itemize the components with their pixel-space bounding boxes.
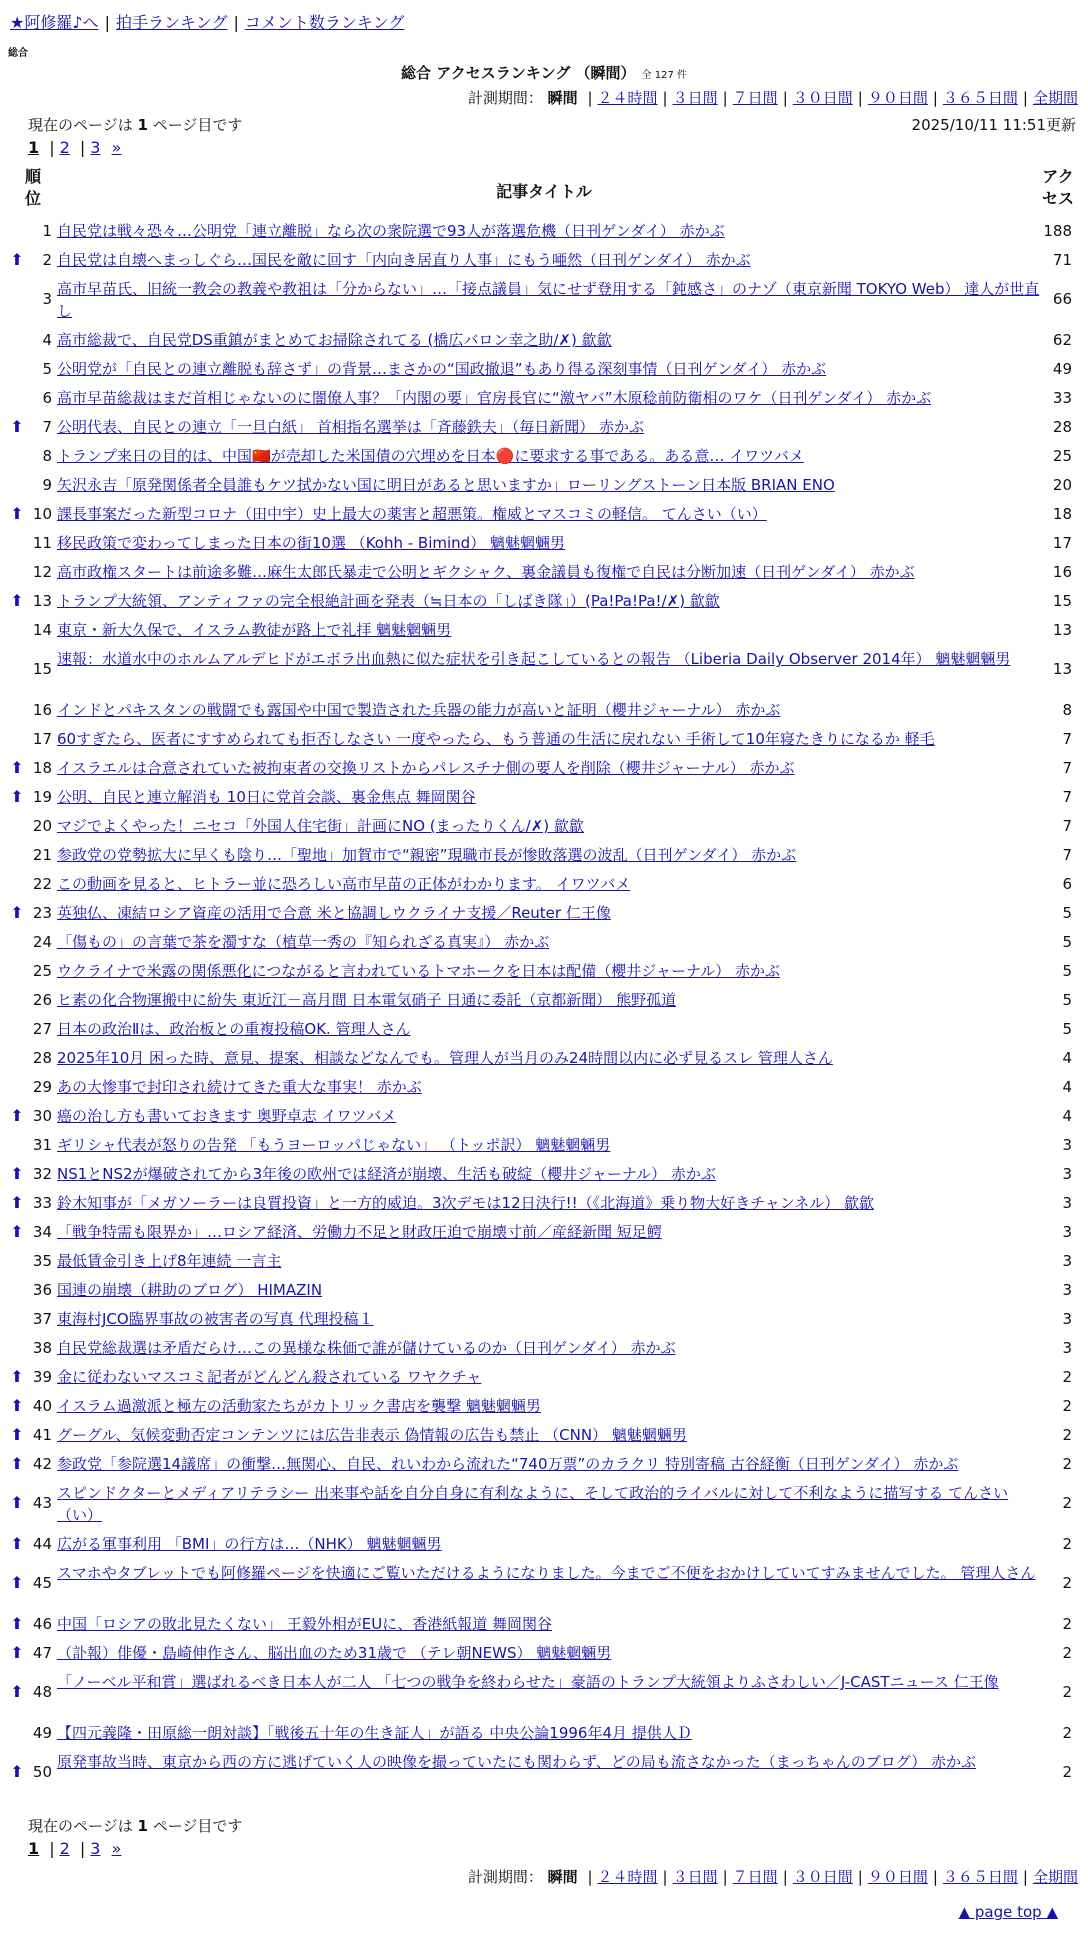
ranking-title: 総合 アクセスランキング （瞬間） bbox=[401, 64, 636, 82]
table-row bbox=[0, 356, 1088, 385]
access-count: 62 bbox=[1052, 331, 1072, 349]
rank-number: 20 bbox=[32, 817, 52, 835]
article-link[interactable]: ギリシャ代表が怒りの告発 「もうヨーロッパじゃない」 （トッポ訳） 魑魅魍魎男 bbox=[57, 1136, 611, 1154]
table-row bbox=[0, 443, 1088, 472]
table-row bbox=[0, 1248, 1088, 1277]
period-link-1[interactable]: ３日間 bbox=[672, 89, 718, 107]
table-row bbox=[0, 501, 1088, 530]
rank-number: 18 bbox=[32, 759, 52, 777]
access-count: 2 bbox=[1062, 1644, 1072, 1662]
access-count: 2 bbox=[1062, 1426, 1072, 1444]
period-current: 瞬間 bbox=[547, 89, 578, 107]
rank-number: 15 bbox=[32, 660, 52, 678]
updated-timestamp: 2025/10/11 11:51更新 bbox=[911, 116, 1076, 134]
rank-number: 46 bbox=[32, 1615, 52, 1633]
header-title: 記事タイトル bbox=[496, 182, 592, 201]
article-link[interactable]: 公明党が「自民との連立離脱も辞さず」の背景…まさかの“国政撤退”もあり得る深刻事情（日刊ゲンダイ） 赤かぶ bbox=[57, 360, 827, 378]
home-link[interactable]: ★阿修羅♪へ bbox=[10, 13, 99, 32]
access-count: 20 bbox=[1052, 476, 1072, 494]
rank-number: 13 bbox=[32, 592, 52, 610]
article-link[interactable]: ウクライナで米露の関係悪化につながると言われているトマホークを日本は配備（櫻井ジャーナル） 赤かぶ bbox=[57, 962, 780, 980]
rank-number: 29 bbox=[32, 1078, 52, 1096]
rank-number: 2 bbox=[42, 251, 52, 269]
table-row bbox=[0, 697, 1088, 726]
up-arrow-icon: ⬆ bbox=[10, 1106, 24, 1125]
pager-next[interactable]: » bbox=[111, 1839, 122, 1858]
article-link[interactable]: 日本の政治Ⅱは、政治板との重複投稿OK. 管理人さん bbox=[57, 1020, 411, 1038]
access-count: 33 bbox=[1052, 389, 1072, 407]
access-count: 4 bbox=[1062, 1049, 1072, 1067]
article-link[interactable]: 矢沢永吉「原発関係者全員誰もケツ拭かない国に明日があると思いますか」ローリングストーン日本版 BRIAN ENO bbox=[57, 476, 835, 494]
table-row bbox=[0, 958, 1088, 987]
period-link-6[interactable]: 全期間 bbox=[1032, 89, 1078, 107]
access-count: 2 bbox=[1062, 1683, 1072, 1701]
up-arrow-icon: ⬆ bbox=[10, 1643, 24, 1662]
rank-number: 6 bbox=[42, 389, 52, 407]
access-count: 3 bbox=[1062, 1165, 1072, 1183]
up-arrow-icon: ⬆ bbox=[10, 1534, 24, 1553]
table-row bbox=[0, 784, 1088, 813]
up-arrow-icon: ⬆ bbox=[10, 417, 24, 436]
article-link[interactable]: 課長事案だった新型コロナ（田中宇）史上最大の薬害と超悪策。権威とマスコミの軽信。 てんさい（い） bbox=[57, 505, 767, 523]
access-count: 2 bbox=[1062, 1763, 1072, 1781]
rank-number: 12 bbox=[32, 563, 52, 581]
page-title bbox=[0, 62, 1088, 83]
rank-number: 34 bbox=[32, 1223, 52, 1241]
rank-number: 30 bbox=[32, 1107, 52, 1125]
access-count: 2 bbox=[1062, 1455, 1072, 1473]
up-arrow-icon: ⬆ bbox=[10, 1614, 24, 1633]
article-link[interactable]: 【四元義隆・田原総一朗対談】「戦後五十年の生き証人」が語る 中央公論1996年4月 提供人Ｄ bbox=[57, 1724, 692, 1742]
top-nav: ★阿修羅♪へ | 拍手ランキング | コメント数ランキング bbox=[10, 13, 405, 32]
pager-page-3[interactable]: 3 bbox=[90, 1839, 101, 1858]
rank-number: 31 bbox=[32, 1136, 52, 1154]
pager-page-2[interactable]: 2 bbox=[59, 138, 70, 157]
article-link[interactable]: 原発事故当時、東京から西の方に逃げていく人の映像を撮っていたにも関わらず、どの局も流さなかった（まっちゃんのブログ） 赤かぶ bbox=[57, 1753, 977, 1771]
ranking-table bbox=[0, 218, 1088, 1800]
up-arrow-icon: ⬆ bbox=[10, 504, 24, 523]
article-link[interactable]: 自民党は戦々恐々…公明党「連立離脱」なら次の衆院選で93人が落選危機（日刊ゲンダイ） 赤かぶ bbox=[57, 222, 725, 240]
table-row bbox=[0, 987, 1088, 1016]
article-link[interactable]: 「ノーベル平和賞」選ばれるべき日本人が二人 「七つの戦争を終わらせた」豪語のトランプ大統領よりふさわしい／J-CASTニュース 仁王像 bbox=[57, 1673, 999, 1691]
up-arrow-icon: ⬆ bbox=[10, 903, 24, 922]
rank-number: 22 bbox=[32, 875, 52, 893]
access-count: 6 bbox=[1062, 875, 1072, 893]
table-row bbox=[0, 1560, 1088, 1611]
rank-number: 3 bbox=[42, 290, 52, 308]
period-link-0[interactable]: ２４時間 bbox=[597, 1868, 658, 1886]
period-link-3[interactable]: ３０日間 bbox=[792, 1868, 853, 1886]
period-link-2[interactable]: ７日間 bbox=[732, 1868, 778, 1886]
article-link[interactable]: あの大惨事で封印され続けてきた重大な事実！ 赤かぶ bbox=[57, 1078, 422, 1096]
rank-number: 10 bbox=[32, 505, 52, 523]
table-row bbox=[0, 218, 1088, 247]
article-link[interactable]: NS1とNS2が爆破されてから3年後の欧州では経済が崩壊、生活も破綻（櫻井ジャーナル） 赤かぶ bbox=[57, 1165, 716, 1183]
pager-page-2[interactable]: 2 bbox=[59, 1839, 70, 1858]
period-link-2[interactable]: ７日間 bbox=[732, 89, 778, 107]
pager-next[interactable]: » bbox=[111, 138, 122, 157]
rank-number: 28 bbox=[32, 1049, 52, 1067]
article-link[interactable]: 公明代表、自民との連立「一旦白紙」 首相指名選挙は「斉藤鉄夫」（毎日新聞） 赤かぶ bbox=[57, 418, 645, 436]
table-row bbox=[0, 1611, 1088, 1640]
access-count: 25 bbox=[1052, 447, 1072, 465]
article-link[interactable]: スピンドクターとメディアリテラシー 出来事や話を自分自身に有利なように、そして政治的ライバルに対して不利なように描写する てんさい（い） bbox=[57, 1484, 1009, 1524]
rank-number: 5 bbox=[42, 360, 52, 378]
up-arrow-icon: ⬆ bbox=[10, 1396, 24, 1415]
table-row bbox=[0, 1190, 1088, 1219]
table-row bbox=[0, 646, 1088, 697]
access-count: 4 bbox=[1062, 1107, 1072, 1125]
article-link[interactable]: 金に従わないマスコミ記者がどんどん殺されている ワヤクチャ bbox=[57, 1368, 482, 1386]
rank-number: 27 bbox=[32, 1020, 52, 1038]
article-link[interactable]: この動画を見ると、ヒトラー並に恐ろしい高市早苗の正体がわかります。 イワツバメ bbox=[57, 875, 631, 893]
up-arrow-icon: ⬆ bbox=[10, 1493, 24, 1512]
period-label: 計測期間： bbox=[467, 1868, 543, 1886]
access-count: 28 bbox=[1052, 418, 1072, 436]
up-arrow-icon: ⬆ bbox=[10, 787, 24, 806]
table-row bbox=[0, 385, 1088, 414]
period-current: 瞬間 bbox=[547, 1868, 578, 1886]
rank-number: 16 bbox=[32, 701, 52, 719]
table-row bbox=[0, 1074, 1088, 1103]
article-link[interactable]: インドとパキスタンの戦闘でも露国や中国で製造された兵器の能力が高いと証明（櫻井ジャーナル） 赤かぶ bbox=[57, 701, 781, 719]
rank-number: 23 bbox=[32, 904, 52, 922]
article-link[interactable]: 高市政権スタートは前途多難…麻生太郎氏暴走で公明とギクシャク、裏金議員も復権で自民は分断加速（日刊ゲンダイ） 赤かぶ bbox=[57, 563, 915, 581]
rank-number: 49 bbox=[32, 1724, 52, 1742]
up-arrow-icon: ⬆ bbox=[10, 1454, 24, 1473]
table-row bbox=[0, 1161, 1088, 1190]
access-count: 13 bbox=[1052, 621, 1072, 639]
pager-bottom: 1 | 2 | 3 » bbox=[28, 1839, 122, 1858]
table-row bbox=[0, 247, 1088, 276]
page-info-bottom: 現在のページは 1 ページ目です bbox=[28, 1817, 243, 1835]
article-link[interactable]: 公明、自民と連立解消も 10日に党首会談、裏金焦点 舞岡関谷 bbox=[57, 788, 476, 806]
rank-number: 37 bbox=[32, 1310, 52, 1328]
access-count: 17 bbox=[1052, 534, 1072, 552]
access-count: 3 bbox=[1062, 1339, 1072, 1357]
pager-top: 1 | 2 | 3 » bbox=[28, 138, 122, 157]
up-arrow-icon: ⬆ bbox=[10, 250, 24, 269]
rank-number: 26 bbox=[32, 991, 52, 1009]
table-row bbox=[0, 1422, 1088, 1451]
table-row bbox=[0, 327, 1088, 356]
table-row bbox=[0, 842, 1088, 871]
period-link-5[interactable]: ３６５日間 bbox=[942, 1868, 1018, 1886]
access-count: 66 bbox=[1052, 290, 1072, 308]
period-link-5[interactable]: ３６５日間 bbox=[942, 89, 1018, 107]
article-link[interactable]: 高市早苗総裁はまだ首相じゃないのに闇僚人事？「内閣の要」官房長官に“激ヤバ”木原稔前防衛相のワケ（日刊ゲンダイ） 赤かぶ bbox=[57, 389, 932, 407]
up-arrow-icon: ⬆ bbox=[10, 1425, 24, 1444]
rank-number: 8 bbox=[42, 447, 52, 465]
table-row bbox=[0, 1306, 1088, 1335]
header-access: アクセス bbox=[1041, 167, 1074, 208]
access-count: 5 bbox=[1062, 904, 1072, 922]
table-row bbox=[0, 1393, 1088, 1422]
access-count: 3 bbox=[1062, 1281, 1072, 1299]
up-arrow-icon: ⬆ bbox=[10, 1682, 24, 1701]
rank-number: 48 bbox=[32, 1683, 52, 1701]
article-link[interactable]: 移民政策で変わってしまった日本の街10選 （Kohh - Bimind） 魑魅魍魎男 bbox=[57, 534, 565, 552]
rank-number: 41 bbox=[32, 1426, 52, 1444]
access-count: 2 bbox=[1062, 1494, 1072, 1512]
access-count: 18 bbox=[1052, 505, 1072, 523]
rank-number: 44 bbox=[32, 1535, 52, 1553]
up-arrow-icon: ⬆ bbox=[10, 758, 24, 777]
article-link[interactable]: イスラム過激派と極左の活動家たちがカトリック書店を襲撃 魑魅魍魎男 bbox=[57, 1397, 541, 1415]
table-row bbox=[0, 414, 1088, 443]
article-link[interactable]: 速報：水道水中のホルムアルデヒドがエボラ出血熱に似た症状を引き起こしているとの報告 （Liberia Daily Observer 2014年） 魑魅魍魎男 bbox=[57, 650, 1011, 668]
rank-number: 24 bbox=[32, 933, 52, 951]
access-count: 5 bbox=[1062, 933, 1072, 951]
table-row bbox=[0, 617, 1088, 646]
rank-number: 4 bbox=[42, 331, 52, 349]
access-count: 4 bbox=[1062, 1078, 1072, 1096]
table-row bbox=[0, 1219, 1088, 1248]
article-link[interactable]: 高市早苗氏、旧統一教会の教義や教祖は「分からない」…「接点議員」気にせず登用する「鈍感さ」のナゾ（東京新聞 TOKYO Web） 達人が世直し bbox=[57, 280, 1040, 320]
article-link[interactable]: 自民党総裁選は矛盾だらけ…この異様な株価で誰が儲けているのか（日刊ゲンダイ） 赤かぶ bbox=[57, 1339, 676, 1357]
article-link[interactable]: 「戦争特需も限界か」…ロシア経済、労働力不足と財政圧迫で崩壊寸前／産経新聞 短足鰐 bbox=[57, 1223, 662, 1241]
article-link[interactable]: 鈴木知事が「メガソーラーは良質投資」と一方的威迫。3次デモは12日決行!!（《北海道》乗り物大好きチャンネル） 歙歙 bbox=[57, 1194, 875, 1212]
period-link-4[interactable]: ９０日間 bbox=[867, 89, 928, 107]
access-count: 7 bbox=[1062, 817, 1072, 835]
access-count: 2 bbox=[1062, 1574, 1072, 1592]
table-row bbox=[0, 1103, 1088, 1132]
access-count: 15 bbox=[1052, 592, 1072, 610]
article-link[interactable]: 2025年10月 困った時、意見、提案、相談などなんでも。管理人が当月のみ24時間以内に必ず見るスレ 管理人さん bbox=[57, 1049, 833, 1067]
table-row bbox=[0, 1640, 1088, 1669]
table-row bbox=[0, 472, 1088, 501]
rank-number: 32 bbox=[32, 1165, 52, 1183]
access-count: 8 bbox=[1062, 701, 1072, 719]
access-count: 7 bbox=[1062, 788, 1072, 806]
rank-number: 50 bbox=[32, 1763, 52, 1781]
access-count: 13 bbox=[1052, 660, 1072, 678]
rank-number: 33 bbox=[32, 1194, 52, 1212]
rank-number: 7 bbox=[42, 418, 52, 436]
table-row bbox=[0, 559, 1088, 588]
table-row bbox=[0, 1045, 1088, 1074]
access-count: 2 bbox=[1062, 1397, 1072, 1415]
category-label: 総合 bbox=[8, 48, 28, 59]
header-rank: 順位 bbox=[24, 167, 41, 208]
table-row bbox=[0, 871, 1088, 900]
article-link[interactable]: 最低賃金引き上げ8年連続 一言主 bbox=[57, 1252, 282, 1270]
table-row bbox=[0, 1480, 1088, 1531]
article-link[interactable]: 高市総裁で、自民党DS重鎮がまとめてお掃除されてる (橋広バロン幸之助/✗) 歙歙 bbox=[57, 331, 612, 349]
article-link[interactable]: （訃報）俳優・島崎伸作さん、脳出血のため31歳で （テレ朝NEWS） 魑魅魍魎男 bbox=[57, 1644, 612, 1662]
table-row bbox=[0, 1451, 1088, 1480]
article-link[interactable]: マジでよくやった！ニセコ「外国人住宅街」計画にNO (まったりくん/✗) 歙歙 bbox=[57, 817, 584, 835]
access-count: 2 bbox=[1062, 1724, 1072, 1742]
up-arrow-icon: ⬆ bbox=[10, 1762, 24, 1781]
table-row bbox=[0, 1132, 1088, 1161]
table-row bbox=[0, 1277, 1088, 1306]
access-count: 2 bbox=[1062, 1535, 1072, 1553]
rank-number: 38 bbox=[32, 1339, 52, 1357]
table-row bbox=[0, 530, 1088, 559]
rank-number: 39 bbox=[32, 1368, 52, 1386]
table-row bbox=[0, 726, 1088, 755]
rank-number: 25 bbox=[32, 962, 52, 980]
article-link[interactable]: 癌の治し方も書いておきます 奥野卓志 イワツバメ bbox=[57, 1107, 397, 1125]
table-row bbox=[0, 1364, 1088, 1393]
table-row bbox=[0, 1720, 1088, 1749]
up-arrow-icon: ⬆ bbox=[10, 1193, 24, 1212]
rank-number: 17 bbox=[32, 730, 52, 748]
table-row bbox=[0, 929, 1088, 958]
rank-number: 45 bbox=[32, 1574, 52, 1592]
rank-number: 9 bbox=[42, 476, 52, 494]
up-arrow-icon: ⬆ bbox=[10, 1222, 24, 1241]
rank-number: 14 bbox=[32, 621, 52, 639]
article-link[interactable]: スマホやタブレットでも阿修羅ページを快適にご覧いただけるようになりました。今までご不便をおかけしていてすみませんでした。 管理人さん bbox=[57, 1564, 1036, 1582]
access-count: 3 bbox=[1062, 1136, 1072, 1154]
rank-number: 36 bbox=[32, 1281, 52, 1299]
period-link-4[interactable]: ９０日間 bbox=[867, 1868, 928, 1886]
access-count: 3 bbox=[1062, 1223, 1072, 1241]
access-count: 5 bbox=[1062, 1020, 1072, 1038]
access-count: 2 bbox=[1062, 1368, 1072, 1386]
access-count: 3 bbox=[1062, 1252, 1072, 1270]
up-arrow-icon: ⬆ bbox=[10, 1573, 24, 1592]
table-row bbox=[0, 1669, 1088, 1720]
article-link[interactable]: 英独仏、凍結ロシア資産の活用で合意 米と協調しウクライナ支援／Reuter 仁王像 bbox=[57, 904, 611, 922]
access-count: 3 bbox=[1062, 1194, 1072, 1212]
up-arrow-icon: ⬆ bbox=[10, 1164, 24, 1183]
table-row bbox=[0, 276, 1088, 327]
article-link[interactable]: イスラエルは合意されていた被拘束者の交換リストからパレスチナ側の要人を削除（櫻井ジャーナル） 赤かぶ bbox=[57, 759, 795, 777]
rank-number: 40 bbox=[32, 1397, 52, 1415]
page-top-link[interactable]: ▲ page top ▲ bbox=[958, 1903, 1058, 1921]
article-link[interactable]: 「傷もの」の言葉で茶を濁すな（植草一秀の『知られざる真実』） 赤かぶ bbox=[57, 933, 550, 951]
pager-current: 1 bbox=[28, 1839, 40, 1858]
access-count: 7 bbox=[1062, 759, 1072, 777]
table-row bbox=[0, 1749, 1088, 1800]
applause-ranking-link[interactable]: 拍手ランキング bbox=[115, 13, 228, 32]
rank-number: 19 bbox=[32, 788, 52, 806]
article-link[interactable]: グーグル、気候変動否定コンテンツには広告非表示 偽情報の広告も禁止 （CNN） 魑魅魍魎男 bbox=[57, 1426, 687, 1444]
access-count: 7 bbox=[1062, 846, 1072, 864]
access-count: 7 bbox=[1062, 730, 1072, 748]
period-selector-top: 計測期間： 瞬間 | ２４時間 | ３日間 | ７日間 | ３０日間 | ９０日間 | ３６５日間 | 全期間 bbox=[467, 89, 1078, 107]
article-link[interactable]: 参政党の党勢拡大に早くも陰り…「聖地」加賀市で“親密”現職市長が惨敗落選の波乱（日刊ゲンダイ） 赤かぶ bbox=[57, 846, 797, 864]
rank-number: 47 bbox=[32, 1644, 52, 1662]
article-link[interactable]: 広がる軍事利用 「BMI」の行方は…（NHK） 魑魅魍魎男 bbox=[57, 1535, 442, 1553]
pager-current: 1 bbox=[28, 138, 40, 157]
table-row bbox=[0, 1531, 1088, 1560]
access-count: 5 bbox=[1062, 991, 1072, 1009]
access-count: 188 bbox=[1043, 222, 1072, 240]
total-count: 全 127 件 bbox=[641, 70, 687, 81]
rank-number: 35 bbox=[32, 1252, 52, 1270]
table-row bbox=[0, 1335, 1088, 1364]
article-link[interactable]: 東海村JCO臨界事故の被害者の写真 代理投稿１ bbox=[57, 1310, 374, 1328]
table-row bbox=[0, 900, 1088, 929]
period-link-3[interactable]: ３０日間 bbox=[792, 89, 853, 107]
article-link[interactable]: トランプ来日の目的は、中国🇨🇳が売却した米国債の穴埋めを日本🔴に要求する事である。ある意… イワツバメ bbox=[57, 447, 804, 465]
article-link[interactable]: 中国「ロシアの敗北見たくない」 王毅外相がEUに、香港紙報道 舞岡関谷 bbox=[57, 1615, 552, 1633]
access-count: 5 bbox=[1062, 962, 1072, 980]
comment-ranking-link[interactable]: コメント数ランキング bbox=[244, 13, 405, 32]
rank-number: 42 bbox=[32, 1455, 52, 1473]
article-link[interactable]: 参政党「参院選14議席」の衝撃…無関心、自民、れいわから流れた“740万票”のカラクリ 特別寄稿 古谷経衡（日刊ゲンダイ） 赤かぶ bbox=[57, 1455, 959, 1473]
period-link-0[interactable]: ２４時間 bbox=[597, 89, 658, 107]
article-link[interactable]: 60すぎたら、医者にすすめられても拒否しなさい 一度やったら、もう普通の生活に戻れない 手術して10年寝たきりになるか 軽毛 bbox=[57, 730, 935, 748]
period-link-1[interactable]: ３日間 bbox=[672, 1868, 718, 1886]
article-link[interactable]: 自民党は自壊へまっしぐら…国民を敵に回す「内向き居直り人事」にもう唖然（日刊ゲンダイ） 赤かぶ bbox=[57, 251, 751, 269]
page-info-top: 現在のページは 1 ページ目です bbox=[28, 116, 243, 134]
up-arrow-icon: ⬆ bbox=[10, 591, 24, 610]
table-row bbox=[0, 813, 1088, 842]
access-count: 71 bbox=[1052, 251, 1072, 269]
up-arrow-icon: ⬆ bbox=[10, 1367, 24, 1386]
access-count: 3 bbox=[1062, 1310, 1072, 1328]
period-label: 計測期間： bbox=[467, 89, 543, 107]
table-header bbox=[0, 166, 1088, 214]
period-selector-bottom: 計測期間： 瞬間 | ２４時間 | ３日間 | ７日間 | ３０日間 | ９０日間 | ３６５日間 | 全期間 bbox=[467, 1868, 1078, 1886]
pager-page-3[interactable]: 3 bbox=[90, 138, 101, 157]
access-count: 2 bbox=[1062, 1615, 1072, 1633]
article-link[interactable]: 国連の崩壊（耕助のブログ） HIMAZIN bbox=[57, 1281, 323, 1299]
article-link[interactable]: 東京・新大久保で、イスラム教徒が路上で礼拝 魑魅魍魎男 bbox=[57, 621, 452, 639]
period-link-6[interactable]: 全期間 bbox=[1032, 1868, 1078, 1886]
table-row bbox=[0, 588, 1088, 617]
access-count: 49 bbox=[1052, 360, 1072, 378]
article-link[interactable]: ヒ素の化合物運搬中に紛失 東近江－高月間 日本電気硝子 日通に委託（京都新聞） 熊野孤道 bbox=[57, 991, 677, 1009]
rank-number: 21 bbox=[32, 846, 52, 864]
table-row bbox=[0, 755, 1088, 784]
access-count: 16 bbox=[1052, 563, 1072, 581]
rank-number: 43 bbox=[32, 1494, 52, 1512]
table-row bbox=[0, 1016, 1088, 1045]
rank-number: 1 bbox=[42, 222, 52, 240]
article-link[interactable]: トランプ大統領、アンティファの完全根絶計画を発表（≒日本の「しばき隊」）(Pa!Pa!Pa!/✗) 歙歙 bbox=[57, 592, 720, 610]
rank-number: 11 bbox=[32, 534, 52, 552]
